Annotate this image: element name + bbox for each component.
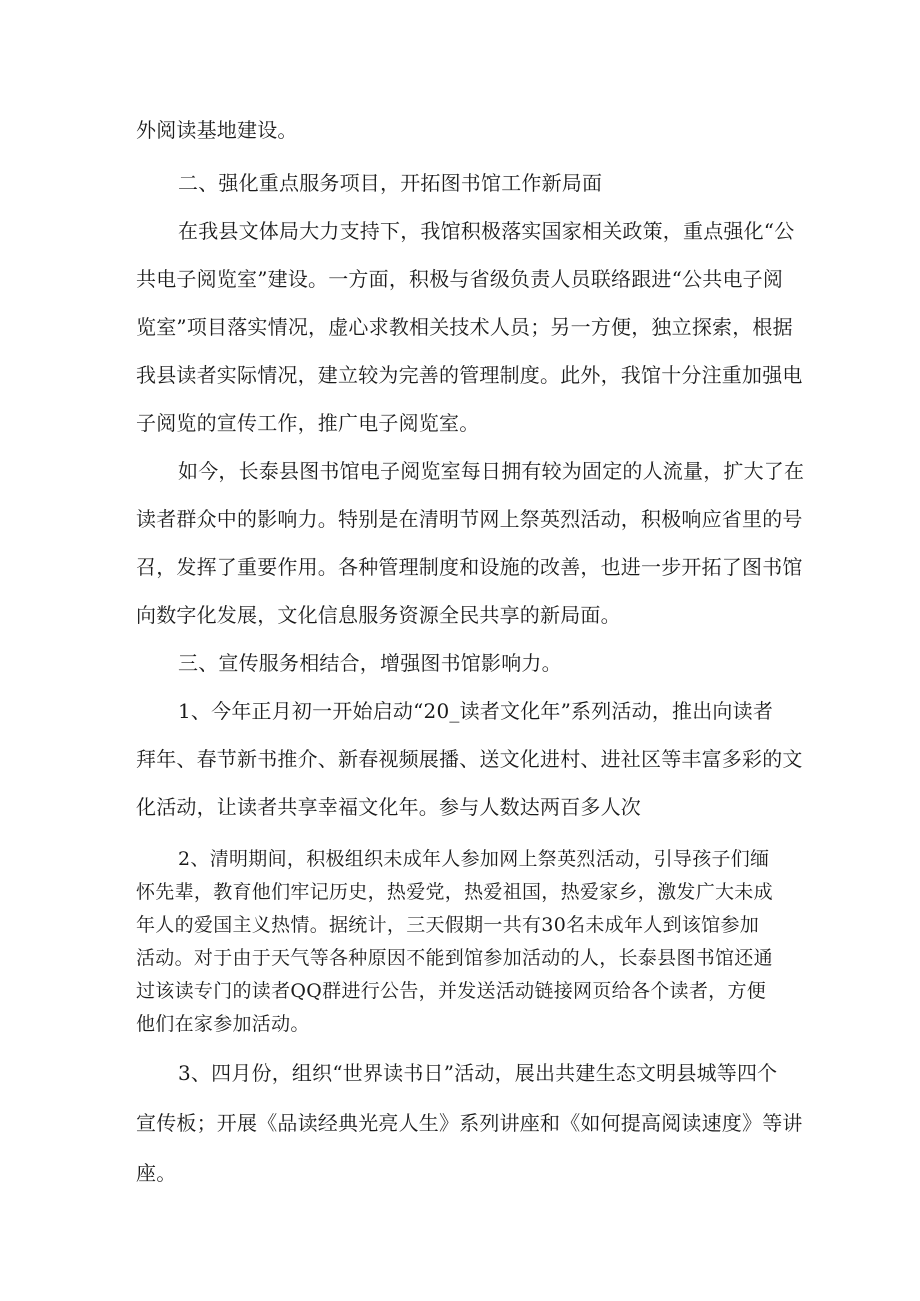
text-line: 1、今年正月初一开始启动“20_读者文化年”系列活动，推出向读者 — [178, 699, 774, 723]
text-line: 如今，长泰县图书馆电子阅览室每日拥有较为固定的人流量，扩大了在 — [178, 459, 805, 483]
text-line: 我县读者实际情况，建立较为完善的管理制度。此外，我馆十分注重加强电 — [136, 363, 803, 387]
text-line: 2、清明期间，积极组织未成年人参加网上祭英烈活动，引导孩子们缅 — [178, 848, 770, 870]
text-line: 怀先辈，教育他们牢记历史，热爱党，热爱祖国，热爱家乡，激发广大未成 — [136, 881, 773, 903]
text-line: 共电子阅览室”建设。一方面，积极与省级负责人员联络跟进“公共电子阅 — [136, 267, 784, 291]
text-line: 过该读专门的读者QQ群进行公告，并发送活动链接网页给各个读者，方便 — [136, 980, 767, 1002]
section-heading: 三、宣传服务相结合，增强图书馆影响力。 — [178, 651, 562, 675]
text-line: 外阅读基地建设。 — [136, 118, 298, 142]
text-line: 他们在家参加活动。 — [136, 1013, 310, 1035]
text-line: 拜年、春节新书推介、新春视频展播、送文化进村、进社区等丰富多彩的文 — [136, 747, 803, 771]
text-line: 览室”项目落实情况，虚心求教相关技术人员；另一方便，独立探索，根据 — [136, 315, 793, 339]
text-line: 读者群众中的影响力。特别是在清明节网上祭英烈活动，积极响应省里的号 — [136, 507, 803, 531]
text-line: 化活动，让读者共享幸福文化年。参与人数达两百多人次 — [136, 795, 641, 819]
section-heading: 二、强化重点服务项目，开拓图书馆工作新局面 — [178, 171, 603, 195]
text-line: 子阅览的宣传工作，推广电子阅览室。 — [136, 411, 480, 435]
text-line: 在我县文体局大力支持下，我馆积极落实国家相关政策，重点强化“公 — [178, 219, 795, 243]
text-line: 召，发挥了重要作用。各种管理制度和设施的改善，也进一步开拓了图书馆 — [136, 555, 803, 579]
text-line: 3、四月份，组织“世界读书日”活动，展出共建生态文明县城等四个 — [178, 1061, 778, 1085]
text-line: 年人的爱国主义热情。据统计，三天假期一共有30名未成年人到该馆参加 — [136, 914, 760, 936]
text-line: 活动。对于由于天气等各种原因不能到馆参加活动的人，长泰县图书馆还通 — [136, 947, 773, 969]
text-line: 向数字化发展，文化信息服务资源全民共享的新局面。 — [136, 603, 621, 627]
text-line: 宣传板；开展《品读经典光亮人生》系列讲座和《如何提高阅读速度》等讲 — [136, 1111, 803, 1135]
text-line: 座。 — [136, 1161, 177, 1185]
